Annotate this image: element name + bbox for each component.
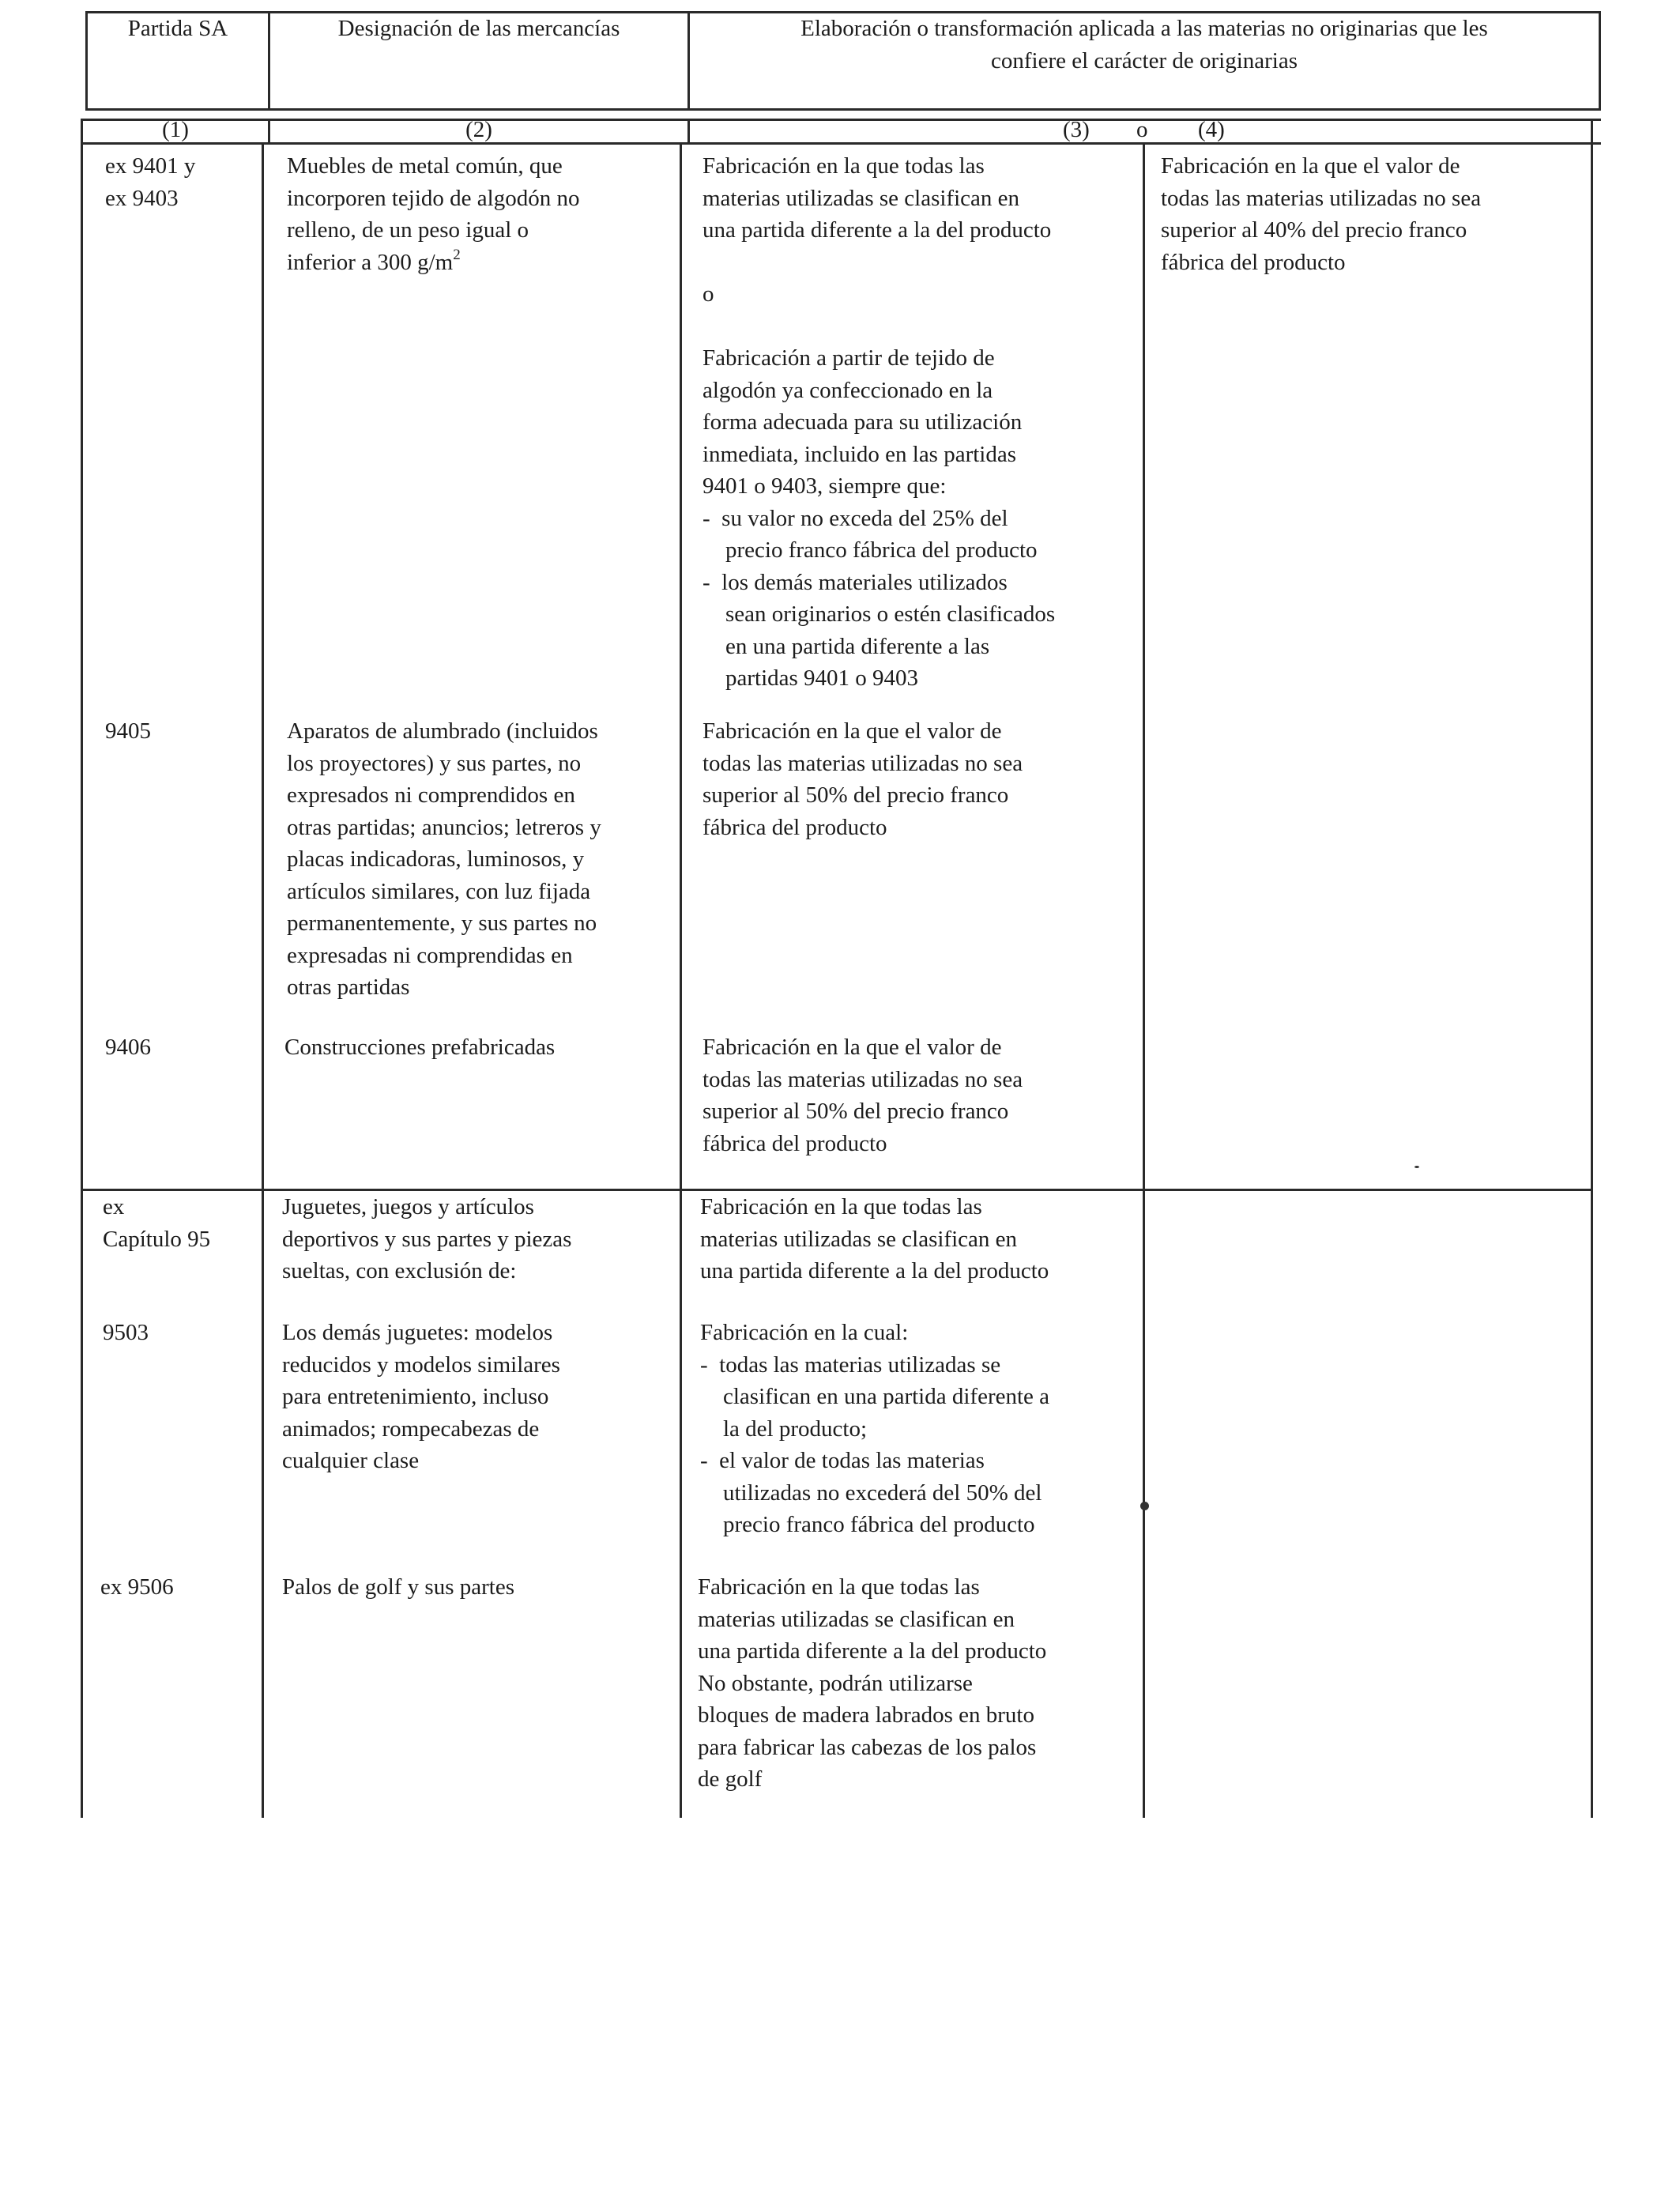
body-left-rule [81, 119, 83, 1818]
row-5-designacion: Los demás juguetes: modelos reducidos y modelos similares para entretenimiento, incluso animados; rompecabezas de cualquier clase [282, 1320, 560, 1473]
header-elaboracion: Elaboración o transformación aplicada a las materias no originarias que les confiere el carácter de originarias [800, 16, 1488, 74]
stray-mark [1140, 1502, 1149, 1510]
row-4-partida: ex Capítulo 95 [103, 1194, 211, 1252]
row-4-designacion: Juguetes, juegos y artículos deportivos y sus partes y piezas sueltas, con exclusión de: [282, 1194, 572, 1284]
body-divider-2 [680, 145, 682, 1818]
row-2-col3: Fabricación en la que el valor de todas las materias utilizadas no sea superior al 50% del precio franco fábrica del producto [703, 718, 1023, 840]
column-number-2: (2) [465, 117, 492, 142]
column-number-1: (1) [162, 117, 189, 142]
body-right-rule [1591, 119, 1593, 1818]
row-1-col3: Fabricación en la que todas las materias utilizadas se clasifican en una partida diferente a la del producto o Fabricación a partir de tejido de algodón ya confeccionado en la forma adecuada para su utilización inmediata, incluido en las partidas 9401 o 9403, siempre que: - su valor no exceda del 25% del precio franco fábrica del producto - los demás materiales utilizados sean originarios o estén clasificados en una partida diferente a las partidas 9401 o 9403 [703, 153, 1056, 691]
row-1-designacion-superscript: 2 [453, 246, 461, 263]
row-3-designacion: Construcciones prefabricadas [284, 1035, 556, 1060]
header-partida-sa: Partida SA [127, 16, 228, 41]
row-2-designacion: Aparatos de alumbrado (incluidos los proyectores) y sus partes, no expresados ni comprendidos en otras partidas; anuncios; letreros y placas indicadoras, luminosos, y artículos similares, con luz fijada permanentemente, y sus partes no expresadas ni comprendidas en otras partidas [287, 718, 601, 1000]
row-1-designacion [287, 150, 579, 278]
header-right-rule [1599, 11, 1601, 111]
body-divider-1 [262, 145, 264, 1818]
row-1-partida: ex 9401 y ex 9403 [105, 153, 196, 211]
row-1-col4: Fabricación en la que el valor de todas las materias utilizadas no sea superior al 40% del precio franco fábrica del producto [1161, 153, 1482, 275]
header-designacion: Designación de las mercancías [337, 16, 620, 41]
column-number-4: (4) [1198, 117, 1225, 142]
stray-mark-small [1414, 1166, 1419, 1168]
row-4-col3: Fabricación en la que todas las materias utilizadas se clasifican en una partida diferente a la del producto [700, 1194, 1049, 1284]
row-6-partida: ex 9506 [100, 1574, 174, 1600]
header-bottom-rule [85, 108, 1601, 111]
row-2-partida: 9405 [105, 718, 151, 744]
row-3-col3: Fabricación en la que el valor de todas las materias utilizadas no sea superior al 50% del precio franco fábrica del producto [703, 1035, 1023, 1156]
numbering-divider-2 [687, 119, 690, 145]
row-5-partida: 9503 [103, 1320, 149, 1345]
row-6-designacion: Palos de golf y sus partes [282, 1574, 514, 1600]
row-5-col3: Fabricación en la cual: - todas las materias utilizadas se clasifican en una partida diferente a la del producto; - el valor de todas las materias utilizadas no excederá del 50% del precio franco fábrica del producto [700, 1320, 1050, 1537]
row-6-col3: Fabricación en la que todas las materias utilizadas se clasifican en una partida diferente a la del producto No obstante, podrán utilizarse bloques de madera labrados en bruto para fabricar las cabezas de los palos de golf [698, 1574, 1047, 1792]
row-1-designacion-text: Muebles de metal común, que incorporen tejido de algodón no relleno, de un peso igual o inferior a 300 g/m [287, 153, 580, 275]
row-3-partida: 9406 [105, 1035, 151, 1060]
column-number-or: o [1136, 117, 1148, 142]
body-divider-3 [1143, 145, 1145, 1818]
column-number-3: (3) [1063, 117, 1090, 142]
